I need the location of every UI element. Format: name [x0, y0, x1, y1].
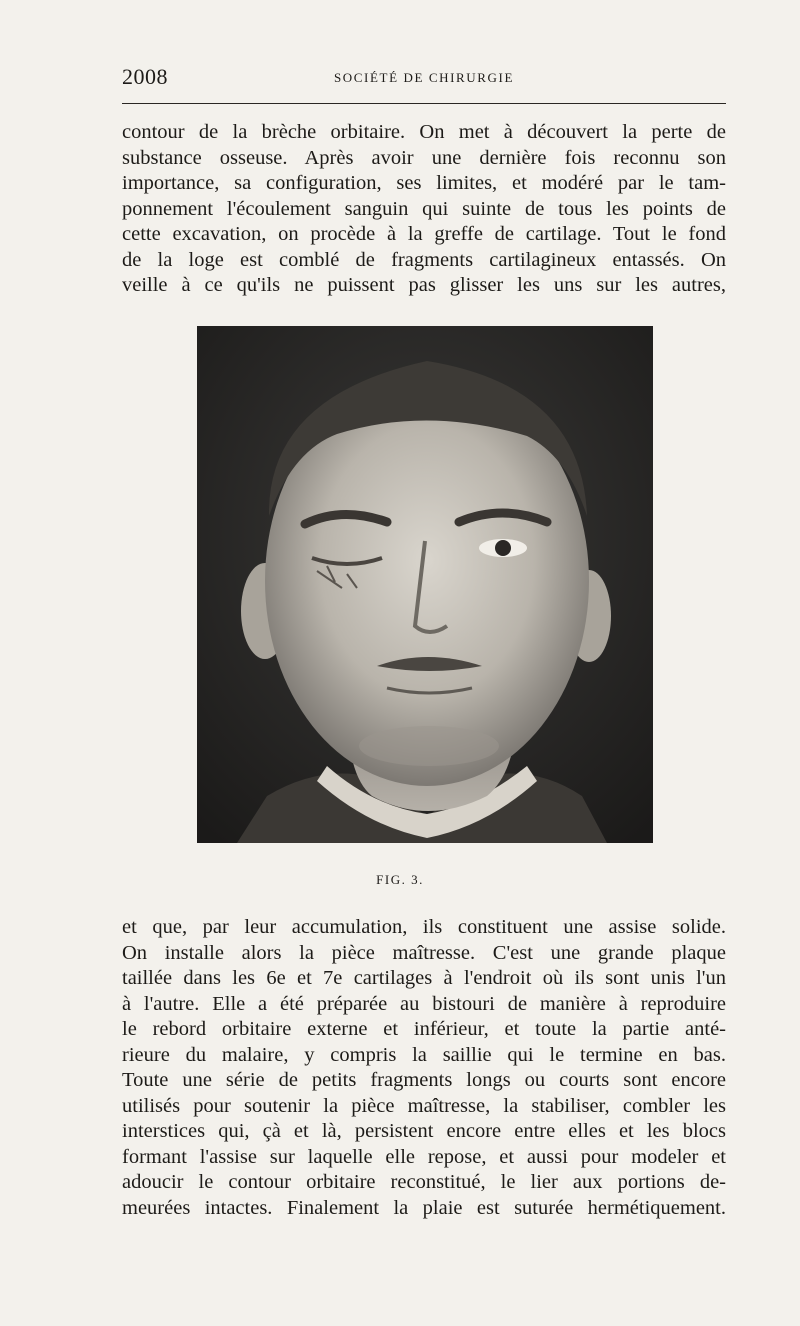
text-line: Toute une série de petits fragments longs ou courts sont encore — [122, 1069, 726, 1091]
text-line: veille à ce qu'ils ne puissent pas glisser les uns sur les autres, — [122, 274, 726, 296]
text-line: On installe alors la pièce maîtresse. C'est une grande plaque — [122, 941, 726, 964]
text-line: substance osseuse. Après avoir une dernière fois reconnu son — [122, 146, 726, 169]
figure-caption: FIG. 3. — [376, 872, 424, 887]
text-line: taillée dans les 6e et 7e cartilages à l'endroit où ils sont unis l'un — [122, 967, 726, 989]
text-line: à l'autre. Elle a été préparée au bistouri de manière à reproduire — [122, 992, 726, 1015]
paragraph-top — [122, 120, 726, 299]
paragraph-bottom — [122, 915, 726, 1221]
page-header — [122, 62, 726, 92]
text-line: importance, sa configuration, ses limites, et modéré par le tam- — [122, 172, 726, 194]
portrait-photo — [197, 326, 653, 843]
text-line: rieure du malaire, y compris la saillie qui le termine en bas. — [122, 1043, 726, 1066]
text-line: interstices qui, çà et là, persistent encore entre elles et les blocs — [122, 1120, 726, 1142]
text-line: et que, par leur accumulation, ils constituent une assise solide. — [122, 916, 726, 938]
header-rule — [122, 103, 726, 104]
text-line: adoucir le contour orbitaire reconstitué, le lier aux portions de- — [122, 1171, 726, 1193]
text-line: formant l'assise sur laquelle elle repose, et aussi pour modeler et — [122, 1145, 726, 1168]
text-line: le rebord orbitaire externe et inférieur, et toute la partie anté- — [122, 1018, 726, 1040]
page-number: 2008 — [122, 64, 168, 89]
running-head: SOCIÉTÉ DE CHIRURGIE — [333, 70, 515, 85]
text-line: utilisés pour soutenir la pièce maîtresse, la stabiliser, combler les — [122, 1094, 726, 1117]
text-line: ponnement l'écoulement sanguin qui suinte de tous les points de — [122, 197, 726, 220]
text-line: cette excavation, on procède à la greffe de cartilage. Tout le fond — [122, 223, 726, 245]
text-line: de la loge est comblé de fragments cartilagineux entassés. On — [122, 248, 726, 271]
figure-photograph — [197, 326, 653, 843]
text-line: contour de la brèche orbitaire. On met à découvert la perte de — [122, 121, 726, 143]
text-line: meurées intactes. Finalement la plaie est suturée hermétiquement. — [122, 1196, 726, 1219]
